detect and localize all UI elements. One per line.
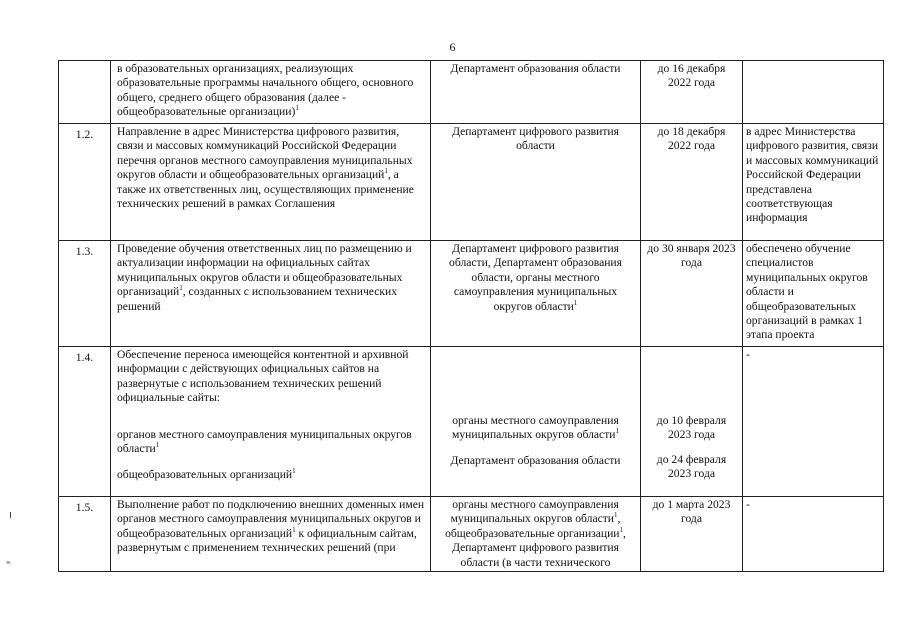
row-number: 1.2. bbox=[59, 124, 111, 241]
responsible-sub-2: Департамент образования области bbox=[450, 453, 621, 467]
margin-tick bbox=[10, 512, 11, 518]
task-sub-1: органов местного самоуправления муниципальных округов области$^1$ bbox=[117, 427, 412, 456]
result-cell: - bbox=[743, 497, 884, 572]
date-sub-2: до 24 февраля 2023 года bbox=[656, 452, 727, 481]
row-number: 1.4. bbox=[59, 347, 111, 497]
table-row bbox=[59, 124, 884, 241]
date-cell: до 30 января 2023 года bbox=[641, 241, 743, 347]
responsible-cell bbox=[431, 347, 641, 497]
task-cell: в образовательных организациях, реализующих образовательные программы начального общего, основного общего, среднего общего образования (далее - общеобразовательные организации)$^1$ bbox=[111, 61, 431, 124]
row-number: 1.5. bbox=[59, 497, 111, 572]
table-row bbox=[59, 241, 884, 347]
responsible-cell: Департамент образования области bbox=[431, 61, 641, 124]
table-row bbox=[59, 347, 884, 497]
task-cell: Проведение обучения ответственных лиц по размещению и актуализации информации на официальных сайтах муниципальных округов области и общеобразовательных организаций$^1$, созданных с использованием технических решений bbox=[111, 241, 431, 347]
responsible-sub-1: органы местного самоуправления муниципальных округов области$^1$ bbox=[452, 414, 619, 442]
date-sub-1: до 10 февраля 2023 года bbox=[656, 414, 727, 442]
result-cell bbox=[743, 61, 884, 124]
responsible-cell: Департамент цифрового развития области, Департамент образования области, органы местного самоуправления муниципальных округов области$^1$ bbox=[431, 241, 641, 347]
task-main: Обеспечение переноса имеющейся контентной и архивной информации с действующих официальных сайтов на развернутые с использованием технических решений официальные сайты: bbox=[117, 348, 409, 405]
table-row bbox=[59, 497, 884, 572]
date-cell bbox=[641, 347, 743, 497]
page-number: 6 bbox=[449, 40, 456, 54]
result-cell: в адрес Министерства цифрового развития, связи и массовых коммуникаций Российской Федерации представлена соответствующая информация bbox=[743, 124, 884, 241]
margin-marks: ≡ bbox=[6, 558, 11, 567]
responsible-cell: органы местного самоуправления муниципальных округов области$^1$, общеобразовательные организации$^1$, Департамент цифрового развития области (в части технического bbox=[431, 497, 641, 572]
table-row bbox=[59, 61, 884, 124]
responsible-cell: Департамент цифрового развития области bbox=[431, 124, 641, 241]
task-cell: Направление в адрес Министерства цифрового развития, связи и массовых коммуникаций Российской Федерации перечня органов местного самоуправления муниципальных округов области и общеобразовательных организаций$^1$, а также их ответственных лиц, осуществляющих применение технических решений в рамках Соглашения bbox=[111, 124, 431, 241]
result-cell: обеспечено обучение специалистов муниципальных округов области и общеобразовательных организаций в рамках 1 этапа проекта bbox=[743, 241, 884, 347]
row-number: 1.3. bbox=[59, 241, 111, 347]
task-cell bbox=[111, 347, 431, 497]
date-cell: до 16 декабря 2022 года bbox=[641, 61, 743, 124]
date-cell: до 1 марта 2023 года bbox=[641, 497, 743, 572]
result-cell: - bbox=[743, 347, 884, 497]
plan-table bbox=[58, 60, 884, 572]
row-number bbox=[59, 61, 111, 124]
task-sub-2: общеобразовательных организаций$^1$ bbox=[117, 467, 296, 482]
task-cell: Выполнение работ по подключению внешних доменных имен органов местного самоуправления муниципальных округов и общеобразовательных организаций$^1$ к официальным сайтам, развернутым с применением технических решений (при bbox=[111, 497, 431, 572]
date-cell: до 18 декабря 2022 года bbox=[641, 124, 743, 241]
